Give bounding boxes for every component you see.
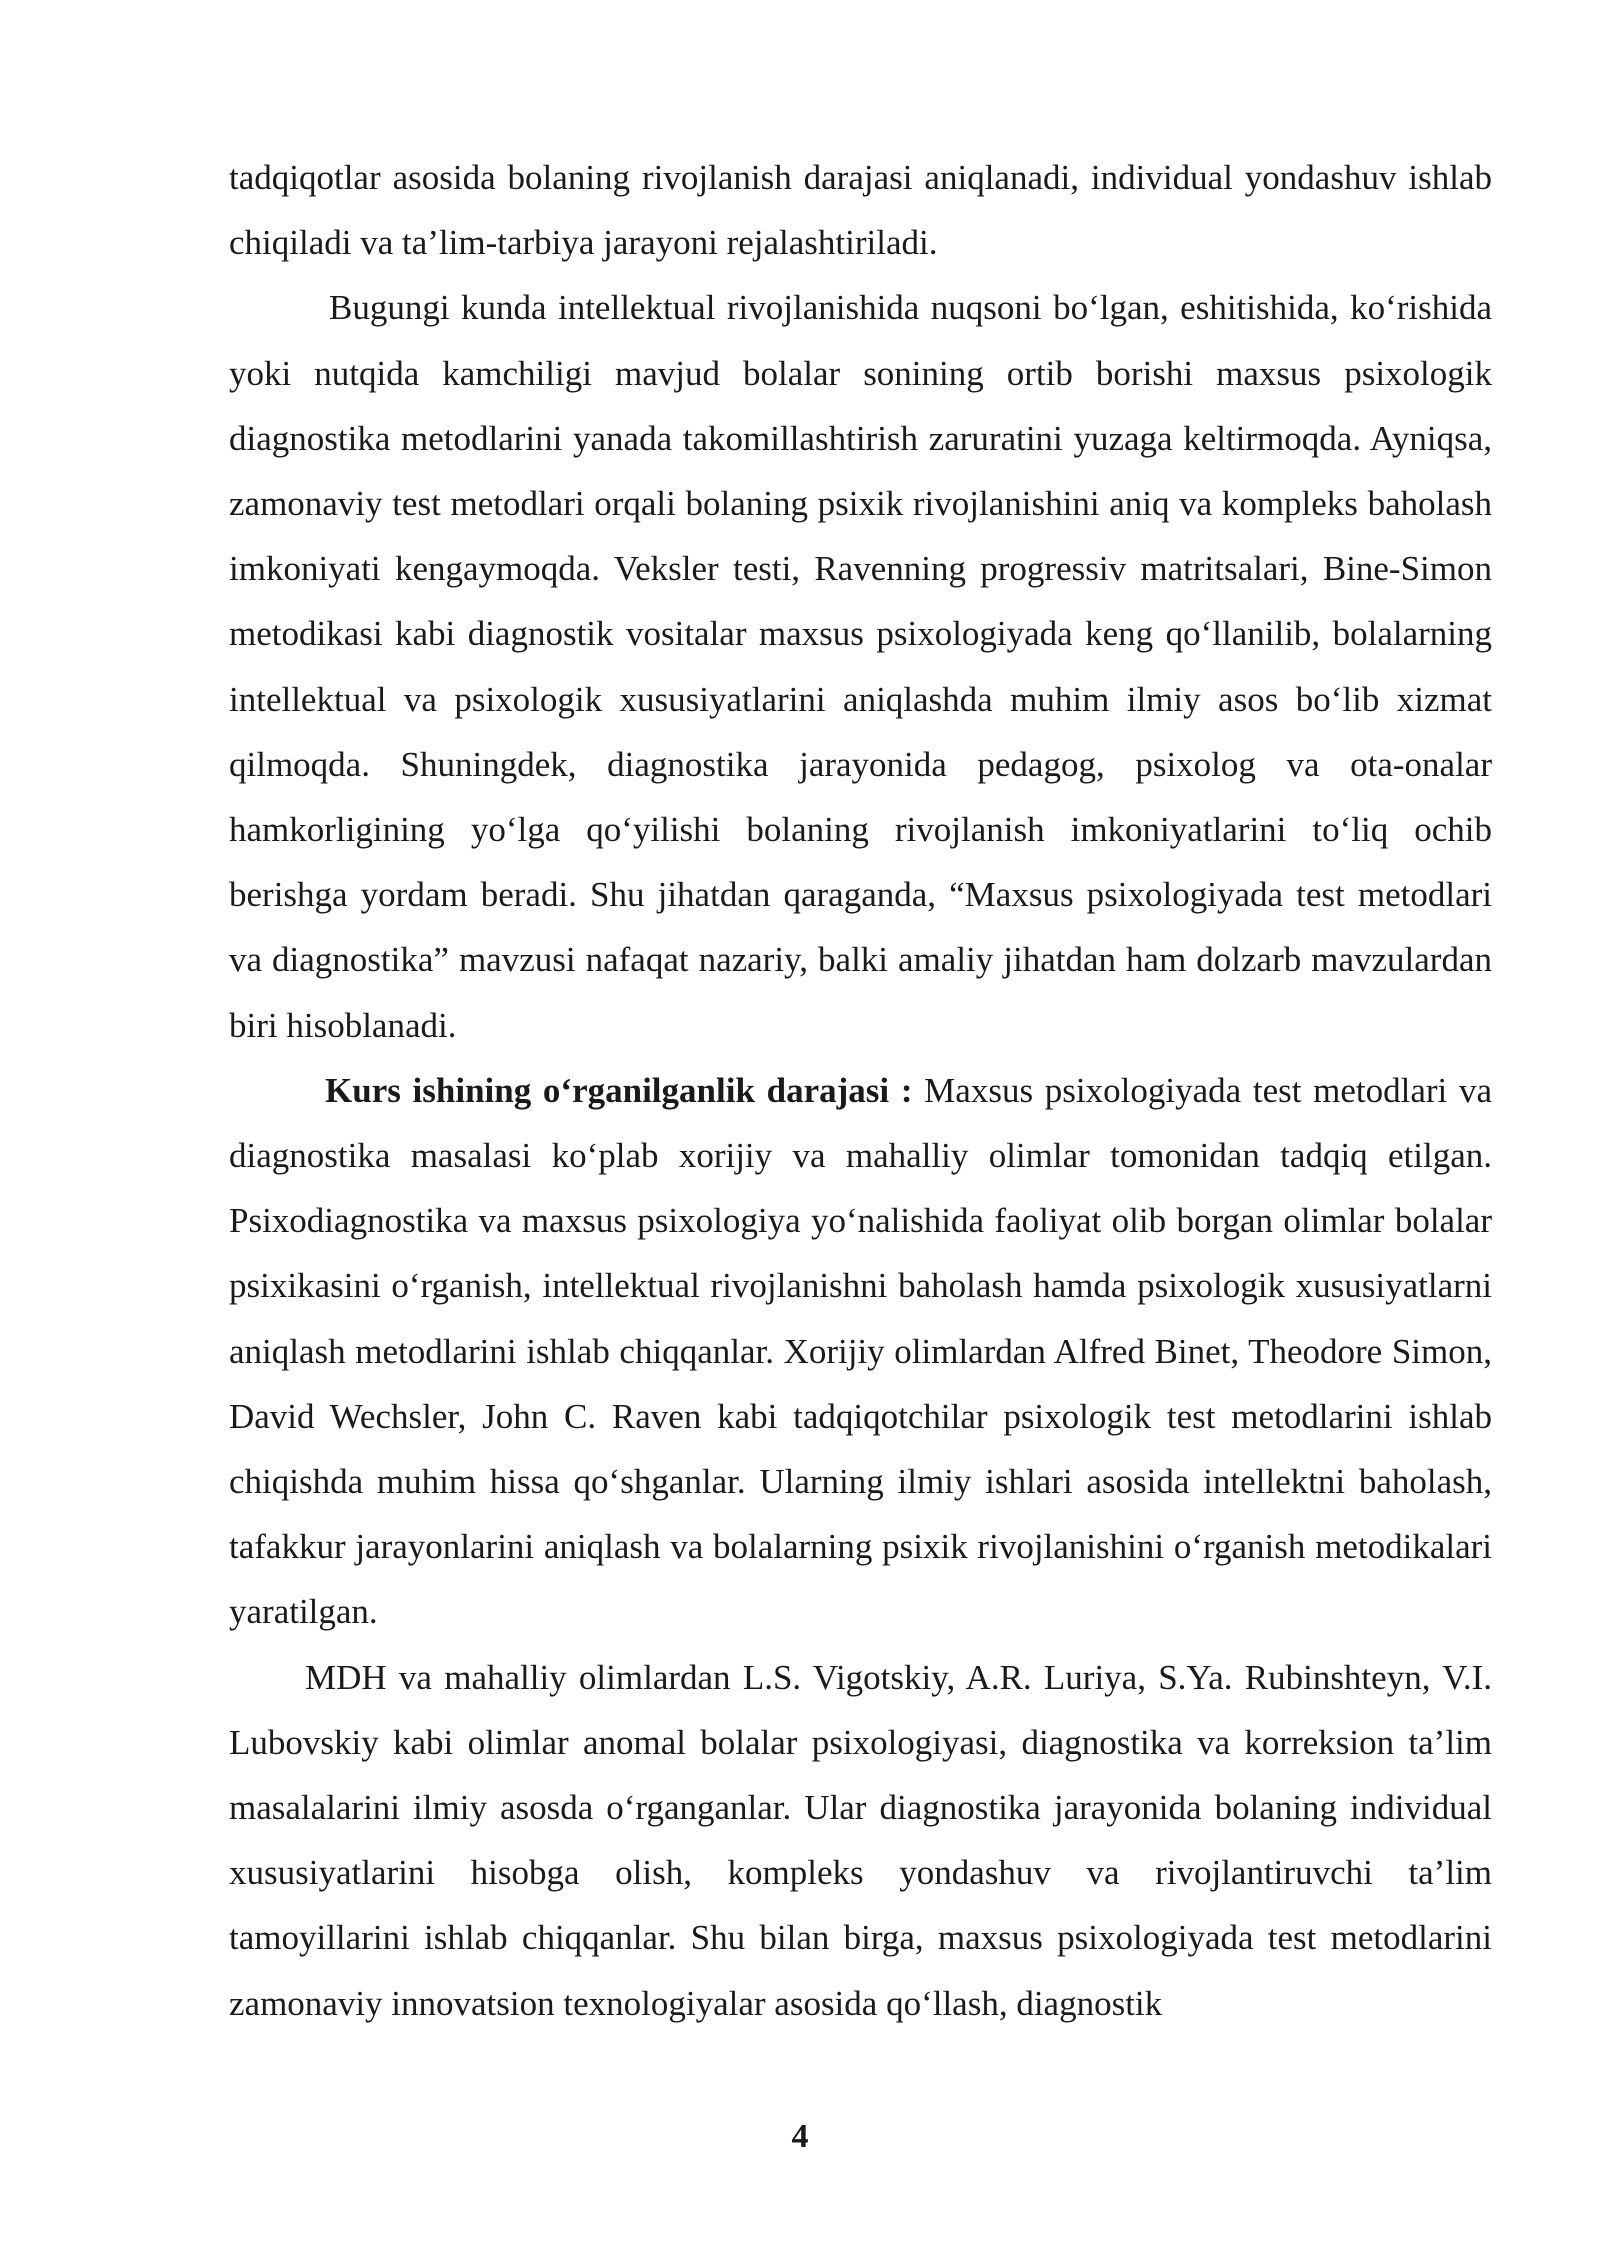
paragraph-continuation: tadqiqotlar asosida bolaning rivojlanish darajasi aniqlanadi, individual yondashuv ishlab chiqiladi va ta’lim-tarbiya jarayoni rejalashtiriladi. — [229, 158, 1492, 263]
paragraph-relevance: Bugungi kunda intellektual rivojlanishida nuqsoni bo‘lgan, eshitishida, ko‘rishida yoki nutqida kamchiligi mavjud bolalar sonining ortib borishi maxsus psixologik diagnostika metodlarini yanada takomillashtirish zaruratini yuzaga keltirmoqda. Ayniqsa, zamonaviy test metodlari orqali bolaning psixik rivojlanishini aniq va kompleks baholash imkoniyati kengaymoqda. Veksler testi, Ravenning progressiv matritsalari, Bine-Simon metodikasi kabi diagnostik vositalar maxsus psixologiyada keng qo‘llanilib, bolalarning intellektual va psixologik xususiyatlarini aniqlashda muhim ilmiy asos bo‘lib xizmat qilmoqda. Shuningdek, diagnostika jarayonida pedagog, psixolog va ota-onalar hamkorligining yo‘lga qo‘yilishi bolaning rivojlanish imkoniyatlarini to‘liq ochib berishga yordam beradi. Shu jihatdan qaraganda, “Maxsus psixologiyada test metodlari va diagnostika” mavzusi nafaqat nazariy, balki amaliy jihatdan ham dolzarb mavzulardan biri hisoblanadi. — [229, 288, 1492, 1045]
page-number: 4 — [791, 2118, 809, 2155]
paragraph-cis-scholars: MDH va mahalliy olimlardan L.S. Vigotskiy, A.R. Luriya, S.Ya. Rubinshteyn, V.I. Lubovskiy kabi olimlar anomal bolalar psixologiyasi, diagnostika va korreksion ta’lim masalalarini ilmiy asosda o‘rganganlar. Ular diagnostika jarayonida bolaning individual xususiyatlarini hisobga olish, kompleks yondashuv va rivojlantiruvchi ta’lim tamoyillarini ishlab chiqqanlar. Shu bilan birga, maxsus psixologiyada test metodlarini zamonaviy innovatsion texnologiyalar asosida qo‘llash, diagnostik — [229, 1657, 1492, 2023]
study-level-text: Maxsus psixologiyada test metodlari va diagnostika masalasi ko‘plab xorijiy va mahalliy olimlar tomonidan tadqiq etilgan. Psixodiagnostika va maxsus psixologiya yo‘nalishida faoliyat olib borgan olimlar bolalar psixikasini o‘rganish, intellektual rivojlanishni baholash hamda psixologik xususiyatlarni aniqlash metodlarini ishlab chiqqanlar. Xorijiy olimlardan Alfred Binet, Theodore Simon, David Wechsler, John C. Raven kabi tadqiqotchilar psixologik test metodlarini ishlab chiqishda muhim hissa qo‘shganlar. Ularning ilmiy ishlari asosida intellektni baholash, tafakkur jarayonlarini aniqlash va bolalarning psixik rivojlanishini o‘rganish metodikalari yaratilgan. — [229, 1070, 1493, 1632]
study-level-heading: Kurs ishining o‘rganilganlik darajasi : — [325, 1070, 913, 1110]
paragraph-study-level — [229, 1058, 1492, 1645]
document-page — [229, 145, 1492, 2036]
